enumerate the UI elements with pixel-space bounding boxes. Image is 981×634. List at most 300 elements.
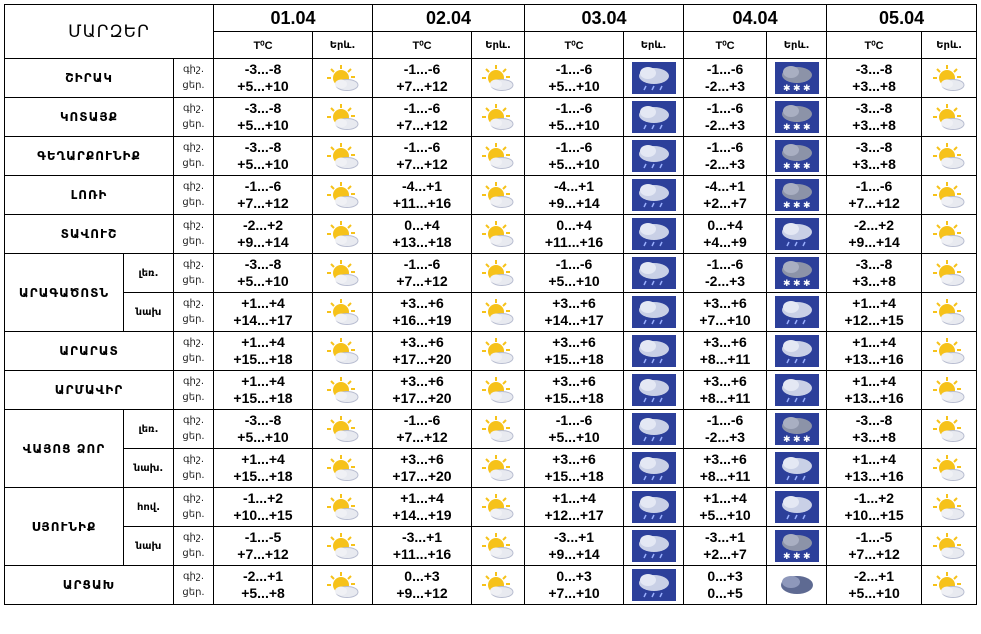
temperature-cell [214,59,313,98]
night-temperature: -1...-5 [244,529,282,545]
night-temperature: +1...+4 [241,295,285,311]
day-temperature: +5...+8 [241,585,285,601]
sun-cloud-icon [931,258,967,288]
temperature-cell [525,566,624,605]
weather-icon-cell [922,488,977,527]
sun-cloud-icon [931,531,967,561]
day-temperature: +17...+20 [392,351,452,367]
svg-text:✱: ✱ [802,552,811,562]
temperature-cell [684,488,767,527]
sun-cloud-icon [325,453,361,483]
weather-icon-cell [922,332,977,371]
rain-cloud-icon [632,569,676,601]
region-row [5,332,977,371]
day-temperature: -2...+3 [705,78,746,94]
sun-cloud-icon [325,219,361,249]
sun-cloud-icon [931,141,967,171]
svg-text:✱: ✱ [792,201,801,211]
temperature-cell [214,527,313,566]
night-label: գիշ. [182,64,205,75]
weather-icon-cell [624,98,684,137]
night-temperature: -1...-6 [244,178,282,194]
sun-cloud-icon [931,414,967,444]
sun-cloud-icon [325,492,361,522]
temperature-cell [525,488,624,527]
day-temperature: +16...+19 [392,312,452,328]
weather-icon-cell [767,449,827,488]
weather-icon-cell [313,527,373,566]
rain-cloud-icon [632,413,676,445]
region-row [5,254,977,293]
temperature-cell [684,98,767,137]
rain-cloud-icon [632,335,676,367]
region-row [5,527,977,566]
night-temperature: +3...+6 [552,295,596,311]
region-row [5,137,977,176]
day-temperature: +11...+16 [544,234,604,250]
temperature-cell [684,410,767,449]
temperature-cell [214,254,313,293]
night-temperature: -4...+1 [401,178,443,194]
night-label: գիշ. [182,415,205,426]
temperature-cell [214,137,313,176]
weather-icon-cell [472,527,525,566]
svg-text:✱: ✱ [792,84,801,94]
sun-cloud-icon [325,375,361,405]
day-temperature: +5...+10 [548,78,600,94]
temperature-cell [214,371,313,410]
temperature-cell [525,176,624,215]
subregion-label: նախ [124,293,174,332]
night-temperature: -1...-6 [555,139,593,155]
rain-cloud-icon [632,491,676,523]
svg-text:✱: ✱ [782,162,791,172]
day-temperature: +7...+12 [396,117,448,133]
sun-cloud-icon [325,570,361,600]
region-name: ԱՐՄԱՎԻՐ [5,371,174,410]
subregion-label: նախ. [124,449,174,488]
temperature-cell [373,98,472,137]
region-name: ԱՐԱՐԱՏ [5,332,174,371]
sun-cloud-icon [480,492,516,522]
night-temperature: -3...-8 [855,61,893,77]
day-temperature: +7...+12 [396,78,448,94]
night-temperature: +3...+6 [400,295,444,311]
snow-cloud-icon [775,62,819,94]
subregion-label: հով. [124,488,174,527]
day-temperature: +17...+20 [392,390,452,406]
day-temperature: +12...+15 [844,312,904,328]
temperature-cell [525,293,624,332]
day-night-labels [174,488,214,527]
temperature-cell [525,254,624,293]
day-temperature: +5...+10 [548,273,600,289]
temperature-cell [525,449,624,488]
night-temperature: -1...-6 [706,412,744,428]
rain-cloud-icon [632,101,676,133]
night-temperature: -3...-8 [855,100,893,116]
sun-cloud-icon [325,531,361,561]
temperature-cell [525,59,624,98]
night-temperature: -3...-8 [855,256,893,272]
night-temperature: +1...+4 [400,490,444,506]
day-temperature: +5...+10 [548,156,600,172]
night-temperature: +1...+4 [852,334,896,350]
day-temperature: +13...+16 [844,390,904,406]
subregion-label: նախ [124,527,174,566]
weather-icon-cell [472,176,525,215]
night-temperature: -1...-5 [855,529,893,545]
temperature-cell [525,137,624,176]
svg-text:✱: ✱ [792,552,801,562]
weather-icon-cell [624,176,684,215]
temperature-cell [827,137,922,176]
rain-cloud-icon [775,335,819,367]
day-label: ցեր. [182,509,205,520]
sun-cloud-icon [480,570,516,600]
weather-icon-cell [313,176,373,215]
day-night-labels [174,59,214,98]
sun-cloud-icon [325,63,361,93]
snow-cloud-icon [775,140,819,172]
rain-cloud-icon [632,179,676,211]
weather-icon-cell [624,449,684,488]
night-temperature: -2...+1 [242,568,284,584]
day-temperature: +5...+10 [548,117,600,133]
region-name: ՇԻՐԱԿ [5,59,174,98]
rain-cloud-icon [632,62,676,94]
weather-column-header: Երև. [767,32,827,59]
night-temperature: +1...+4 [852,451,896,467]
temperature-column-header: T⁰C [827,32,922,59]
day-temperature: +4...+9 [703,234,747,250]
temperature-cell [214,176,313,215]
night-temperature: -1...-6 [403,61,441,77]
weather-icon-cell [624,215,684,254]
night-temperature: -1...-6 [555,256,593,272]
temperature-cell [827,488,922,527]
day-temperature: +13...+16 [844,468,904,484]
day-temperature: -2...+3 [705,273,746,289]
weather-column-header: Երև. [922,32,977,59]
sun-cloud-icon [480,141,516,171]
region-name: ԱՐԱԳԱԾՈՏՆ [5,254,124,332]
weather-icon-cell [922,59,977,98]
weather-icon-cell [767,59,827,98]
weather-icon-cell [472,566,525,605]
subregion-label: լեռ. [124,254,174,293]
sun-cloud-icon [931,336,967,366]
temperature-cell [684,59,767,98]
temperature-cell [373,254,472,293]
sun-cloud-icon [480,297,516,327]
weather-icon-cell [313,332,373,371]
night-temperature: -2...+1 [854,568,895,584]
day-temperature: +7...+12 [237,195,289,211]
night-temperature: -1...-6 [555,412,593,428]
day-label: ցեր. [182,431,205,442]
night-temperature: -1...-6 [403,412,441,428]
weather-icon-cell [472,332,525,371]
region-row [5,410,977,449]
temperature-column-header: T⁰C [373,32,472,59]
region-row [5,215,977,254]
day-night-labels [174,527,214,566]
day-temperature: +7...+10 [699,312,751,328]
snow-cloud-icon [775,530,819,562]
night-temperature: +3...+6 [703,373,747,389]
sun-cloud-icon [931,219,967,249]
date-header: 01.04 [214,5,373,32]
region-row [5,488,977,527]
day-temperature: +7...+12 [848,546,900,562]
day-temperature: +14...+17 [233,312,293,328]
night-label: գիշ. [182,298,205,309]
temperature-cell [827,332,922,371]
night-temperature: +3...+6 [552,451,596,467]
day-temperature: +7...+10 [548,585,600,601]
night-label: գիշ. [182,493,205,504]
day-temperature: -2...+3 [705,156,746,172]
day-label: ցեր. [182,587,205,598]
night-temperature: -1...-6 [706,256,744,272]
svg-text:✱: ✱ [782,201,791,211]
temperature-cell [827,293,922,332]
weather-icon-cell [624,371,684,410]
night-label: գիշ. [182,181,205,192]
sun-cloud-icon [480,414,516,444]
weather-icon-cell [624,566,684,605]
day-temperature: +11...+16 [392,546,452,562]
weather-icon-cell [922,215,977,254]
temperature-cell [684,176,767,215]
night-label: գիշ. [182,454,205,465]
rain-cloud-icon [775,218,819,250]
svg-text:✱: ✱ [782,84,791,94]
weather-column-header: Երև. [624,32,684,59]
temperature-cell [827,215,922,254]
sun-cloud-icon [325,258,361,288]
day-temperature: +15...+18 [233,468,293,484]
weather-icon-cell [313,410,373,449]
night-label: գիշ. [182,337,205,348]
temperature-cell [525,215,624,254]
region-name: ԱՐՑԱԽ [5,566,174,605]
weather-icon-cell [767,215,827,254]
temperature-cell [214,332,313,371]
night-temperature: +1...+4 [552,490,596,506]
sun-cloud-icon [480,63,516,93]
night-temperature: +3...+6 [703,334,747,350]
night-label: գիշ. [182,571,205,582]
weather-icon-cell [313,371,373,410]
forecast-table [4,4,977,605]
night-temperature: -1...+2 [242,490,284,506]
weather-icon-cell [313,215,373,254]
day-temperature: +2...+7 [703,546,747,562]
night-temperature: -3...-8 [855,412,893,428]
day-night-labels [174,293,214,332]
svg-text:✱: ✱ [802,162,811,172]
region-row [5,371,977,410]
cloud-icon [775,569,819,601]
day-temperature: +7...+12 [396,156,448,172]
night-temperature: 0...+3 [404,568,440,584]
weather-icon-cell [767,137,827,176]
day-temperature: +5...+10 [548,429,600,445]
night-temperature: +3...+6 [552,334,596,350]
svg-text:✱: ✱ [792,162,801,172]
temperature-cell [827,410,922,449]
temperature-cell [525,98,624,137]
rain-cloud-icon [632,257,676,289]
temperature-cell [373,566,472,605]
sun-cloud-icon [325,297,361,327]
weather-icon-cell [472,254,525,293]
sun-cloud-icon [325,180,361,210]
day-temperature: +3...+8 [852,156,896,172]
region-row [5,449,977,488]
region-name: ԿՈՏԱՅՔ [5,98,174,137]
weather-column-header: Երև. [472,32,525,59]
day-temperature: +15...+18 [544,351,604,367]
night-temperature: -4...+1 [705,178,746,194]
weather-icon-cell [313,566,373,605]
day-label: ցեր. [182,353,205,364]
temperature-cell [827,176,922,215]
snow-cloud-icon [775,101,819,133]
temperature-cell [373,332,472,371]
night-temperature: +3...+6 [400,451,444,467]
night-temperature: -3...+1 [401,529,443,545]
day-night-labels [174,98,214,137]
night-temperature: -1...-6 [403,256,441,272]
day-temperature: +15...+18 [233,351,293,367]
day-night-labels [174,371,214,410]
night-temperature: -1...-6 [855,178,893,194]
temperature-column-header: T⁰C [525,32,624,59]
region-name: ՏԱՎՈՒՇ [5,215,174,254]
night-temperature: -3...-8 [244,100,282,116]
rain-cloud-icon [632,218,676,250]
day-temperature: +8...+11 [699,468,751,484]
day-temperature: +5...+10 [237,429,289,445]
night-temperature: +3...+6 [552,373,596,389]
date-header: 02.04 [373,5,525,32]
regions-header: ՄԱՐԶԵՐ [5,5,214,59]
region-name: ԳԵՂԱՐՔՈՒՆԻՔ [5,137,174,176]
weather-icon-cell [922,293,977,332]
sun-cloud-icon [931,63,967,93]
sun-cloud-icon [480,180,516,210]
svg-text:✱: ✱ [792,279,801,289]
temperature-cell [827,371,922,410]
weather-icon-cell [313,293,373,332]
subregion-label: լեռ. [124,410,174,449]
day-temperature: +3...+8 [852,429,896,445]
temperature-column-header: T⁰C [684,32,767,59]
date-header: 03.04 [525,5,684,32]
day-temperature: +3...+8 [852,273,896,289]
night-temperature: -2...+2 [242,217,284,233]
night-temperature: -1...-6 [403,100,441,116]
weather-icon-cell [922,137,977,176]
weather-icon-cell [472,59,525,98]
sun-cloud-icon [325,102,361,132]
day-temperature: +9...+14 [237,234,289,250]
night-temperature: +3...+6 [703,451,747,467]
temperature-cell [827,527,922,566]
weather-icon-cell [922,566,977,605]
temperature-cell [684,449,767,488]
sun-cloud-icon [480,336,516,366]
day-temperature: +9...+14 [548,195,600,211]
night-temperature: +1...+4 [241,373,285,389]
night-temperature: -3...+1 [705,529,746,545]
day-label: ցեր. [182,80,205,91]
weather-icon-cell [922,410,977,449]
day-label: ցեր. [182,158,205,169]
svg-text:✱: ✱ [782,279,791,289]
weather-icon-cell [472,137,525,176]
night-temperature: -4...+1 [553,178,595,194]
sun-cloud-icon [480,453,516,483]
weather-icon-cell [472,215,525,254]
day-temperature: +5...+10 [237,78,289,94]
day-night-labels [174,449,214,488]
night-temperature: +3...+6 [400,373,444,389]
night-temperature: +1...+4 [852,295,896,311]
region-row [5,176,977,215]
day-temperature: -2...+3 [705,429,746,445]
sun-cloud-icon [931,375,967,405]
night-temperature: -3...-8 [244,412,282,428]
svg-text:✱: ✱ [792,123,801,133]
region-name: ԼՈՌԻ [5,176,174,215]
temperature-cell [214,410,313,449]
weather-icon-cell [624,293,684,332]
day-night-labels [174,566,214,605]
temperature-cell [827,449,922,488]
sun-cloud-icon [480,375,516,405]
day-temperature: +7...+12 [396,273,448,289]
day-night-labels [174,176,214,215]
night-temperature: -2...+2 [854,217,895,233]
weather-icon-cell [922,449,977,488]
weather-icon-cell [624,254,684,293]
rain-cloud-icon [632,452,676,484]
day-temperature: +10...+15 [233,507,293,523]
weather-icon-cell [472,410,525,449]
weather-icon-cell [767,527,827,566]
night-temperature: -3...-8 [855,139,893,155]
day-temperature: +13...+16 [844,351,904,367]
weather-icon-cell [767,176,827,215]
weather-icon-cell [922,254,977,293]
temperature-cell [214,215,313,254]
day-night-labels [174,254,214,293]
weather-icon-cell [767,332,827,371]
day-temperature: +9...+14 [548,546,600,562]
night-temperature: -3...+1 [553,529,595,545]
night-temperature: +1...+4 [703,490,747,506]
date-header: 05.04 [827,5,977,32]
night-temperature: 0...+3 [556,568,592,584]
temperature-cell [214,98,313,137]
weather-icon-cell [313,254,373,293]
temperature-cell [214,449,313,488]
weather-icon-cell [472,293,525,332]
